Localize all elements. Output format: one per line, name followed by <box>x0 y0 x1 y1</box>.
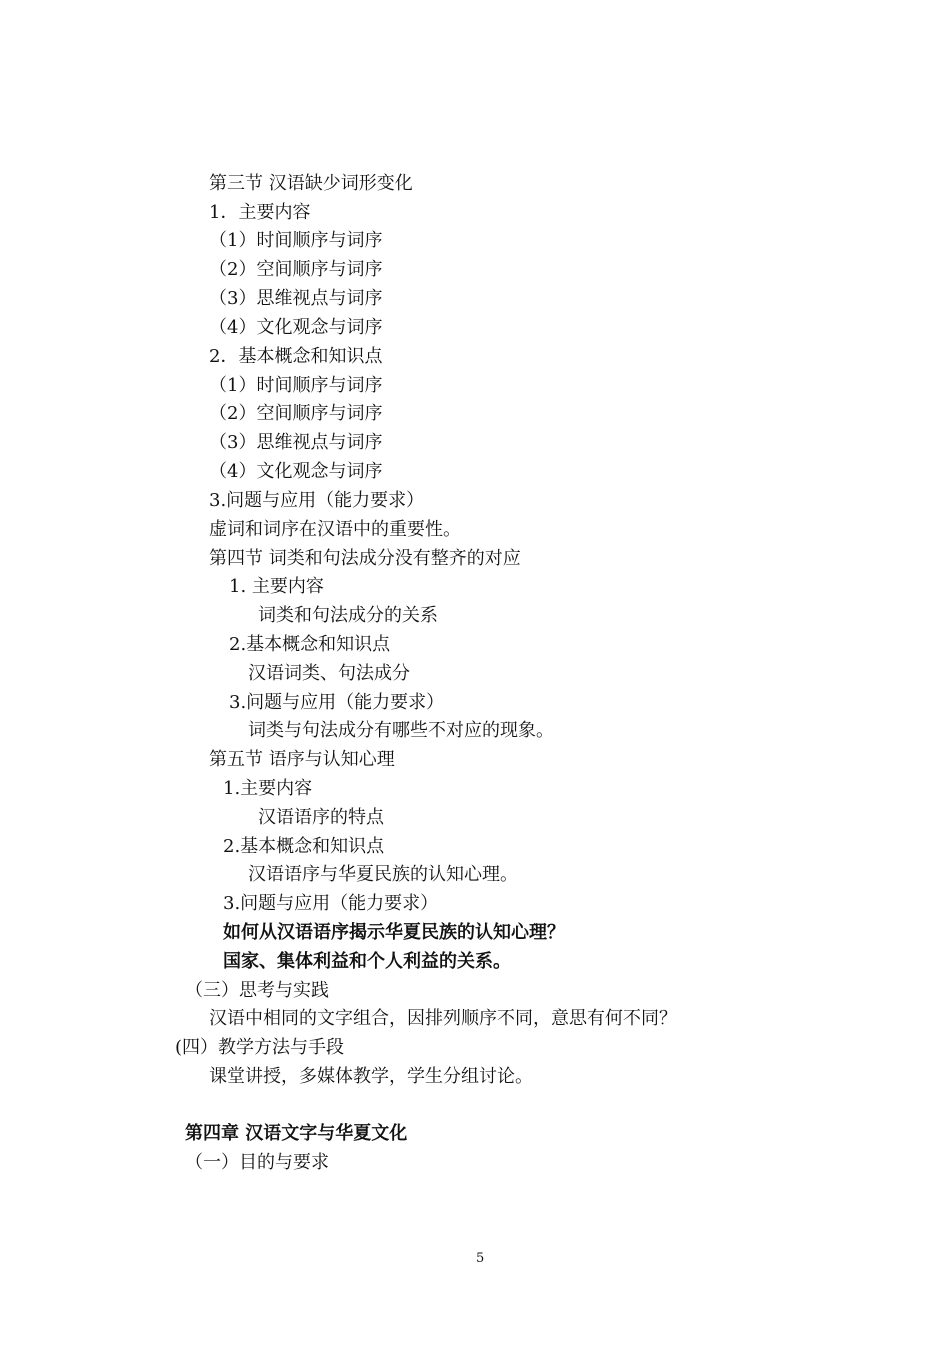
bold-question: 如何从汉语语序揭示华夏民族的认知心理？ <box>223 922 565 943</box>
subsection-heading: （一）目的与要求 <box>185 1152 329 1173</box>
concepts-label: 2．基本概念和知识点 <box>209 346 383 367</box>
section-3-heading: 第三节 汉语缺少词形变化 <box>209 173 413 194</box>
paragraph: 汉语中相同的文字组合，因排列顺序不同，意思有何不同？ <box>209 1008 677 1029</box>
concepts-label: 2.基本概念和知识点 <box>223 836 385 857</box>
concepts-label: 2.基本概念和知识点 <box>229 634 391 655</box>
application-label: 3.问题与应用（能力要求） <box>223 893 439 914</box>
list-item: （4）文化观念与词序 <box>209 317 383 338</box>
section-5-heading: 第五节 语序与认知心理 <box>209 749 395 770</box>
main-content-label: 1.主要内容 <box>223 778 313 799</box>
list-item: （3）思维视点与词序 <box>209 288 383 309</box>
subsection-heading: （三）思考与实践 <box>185 980 329 1001</box>
list-item: （2）空间顺序与词序 <box>209 403 383 424</box>
chapter-heading: 第四章 汉语文字与华夏文化 <box>185 1123 408 1144</box>
list-item: （1）时间顺序与词序 <box>209 375 383 396</box>
list-item: （4）文化观念与词序 <box>209 461 383 482</box>
main-content-label: 1．主要内容 <box>209 202 311 223</box>
main-content-label: 1. 主要内容 <box>229 576 324 597</box>
paragraph: 词类和句法成分的关系 <box>258 605 438 626</box>
subsection-heading: (四）教学方法与手段 <box>175 1037 345 1058</box>
list-item: （3）思维视点与词序 <box>209 432 383 453</box>
list-item: （2）空间顺序与词序 <box>209 259 383 280</box>
paragraph: 虚词和词序在汉语中的重要性。 <box>209 519 461 540</box>
paragraph: 课堂讲授，多媒体教学，学生分组讨论。 <box>209 1066 533 1087</box>
paragraph: 词类与句法成分有哪些不对应的现象。 <box>248 720 554 741</box>
bold-question: 国家、集体利益和个人利益的关系。 <box>223 951 511 972</box>
paragraph: 汉语词类、句法成分 <box>248 663 410 684</box>
paragraph: 汉语语序的特点 <box>258 807 384 828</box>
list-item: （1）时间顺序与词序 <box>209 230 383 251</box>
application-label: 3.问题与应用（能力要求） <box>229 692 445 713</box>
paragraph: 汉语语序与华夏民族的认知心理。 <box>248 864 518 885</box>
application-label: 3.问题与应用（能力要求） <box>209 490 425 511</box>
page-number: 5 <box>476 1251 485 1266</box>
section-4-heading: 第四节 词类和句法成分没有整齐的对应 <box>209 548 521 569</box>
